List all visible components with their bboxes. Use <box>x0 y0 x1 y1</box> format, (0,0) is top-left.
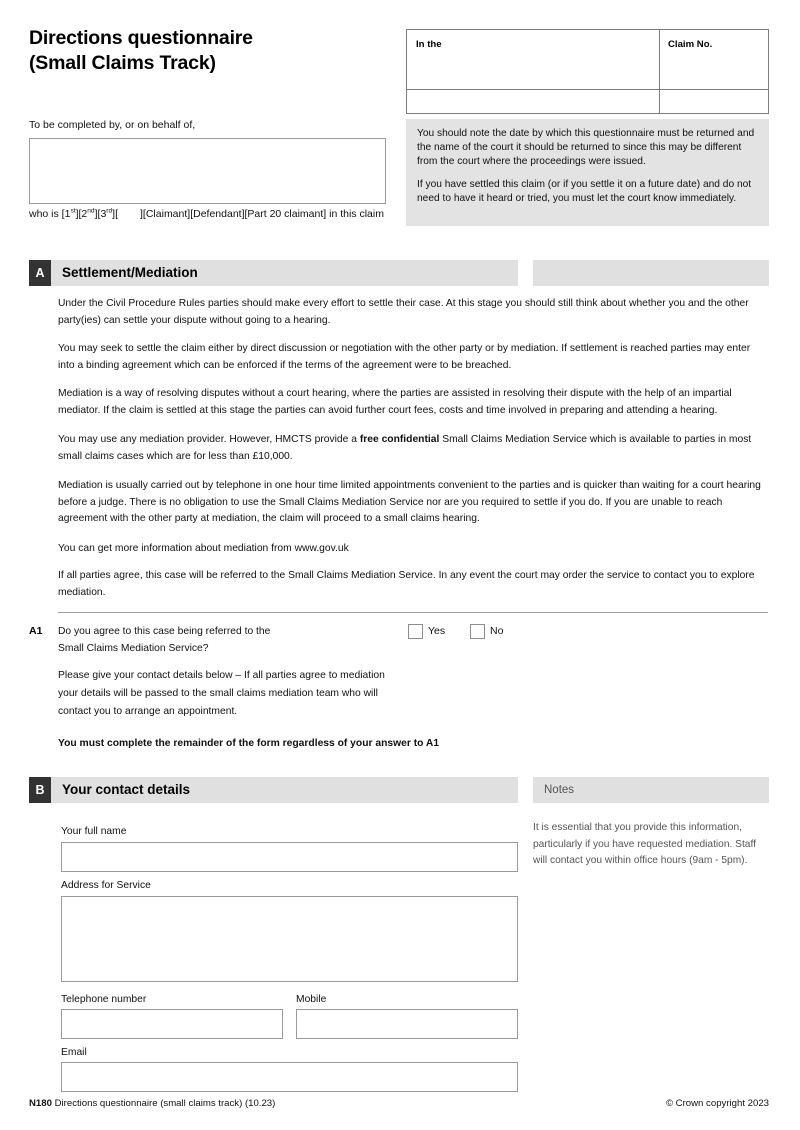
in-the-label: In the <box>416 39 442 50</box>
section-a-header <box>29 260 518 286</box>
who-is-mid1: ][2 <box>75 208 88 220</box>
a1-yes-checkbox[interactable] <box>408 624 423 639</box>
mobile-input[interactable] <box>296 1009 518 1039</box>
ordinal-2nd: nd <box>87 207 95 215</box>
section-a-paragraph-3: Mediation is a way of resolving disputes without a court hearing, where the parties are assisted in resolving their dispute with the help of an impartial mediator. If the claim is settled at this stage the parties can avoid further court fees, costs and time involved in preparing and attending a hearing. <box>58 388 732 416</box>
section-a-paragraph-1: Under the Civil Procedure Rules parties should make every effort to settle their case. At this stage you should still think about whether you and the other party(ies) can settle your dispute without going to a hearing. <box>58 298 749 326</box>
free-confidential-emphasis: free confidential <box>359 434 440 445</box>
section-a-notes-bar <box>533 260 769 286</box>
notice-paragraph-1: You should note the date by which this questionnaire must be returned and the name of the court it should be returned to since this may be different from the court where the proceedings were issued. <box>417 128 755 168</box>
question-a1-text-line2: Small Claims Mediation Service? <box>58 643 209 654</box>
ordinal-3rd: rd <box>106 207 113 215</box>
notice-paragraph-2: If you have settled this claim (or if you settle it on a future date) and do not need to have it heard or tried, you must let the court know immediately. <box>417 179 752 205</box>
section-a-paragraph-6: If all parties agree, this case will be referred to the Small Claims Mediation Service. In any event the court may order the service to contact you to explore mediation. <box>58 570 755 598</box>
full-name-input[interactable] <box>61 842 518 872</box>
court-table-divider <box>659 30 660 89</box>
a1-no-checkbox[interactable] <box>470 624 485 639</box>
address-input[interactable] <box>61 896 518 982</box>
address-label: Address for Service <box>61 880 151 891</box>
court-table-row-1 <box>407 30 768 90</box>
a1-note-line1: Please give your contact details below – If all parties agree to mediation <box>58 670 385 681</box>
notes-header-label: Notes <box>544 784 575 796</box>
section-b-header <box>29 777 518 803</box>
section-a-paragraph-hmcts <box>58 432 768 465</box>
section-a-paragraph-4: Mediation is usually carried out by telephone in one hour time limited appointments convenient to the parties and is quicker than waiting for a court hearing before a judge. There is no obligation to use the Small Claims Mediation Service nor are you required to settle if you do. If you are unable to reach agreement with the other party at mediation, the claim will proceed to a small claims hearing. <box>58 480 761 525</box>
footer-form-code: N180 <box>29 1098 52 1109</box>
section-a-divider <box>58 612 768 613</box>
section-a-letter: A <box>29 260 51 286</box>
who-is-mid2: ][3 <box>94 208 107 220</box>
who-is-line <box>29 208 384 221</box>
section-b-letter: B <box>29 777 51 803</box>
question-a1-number: A1 <box>29 625 43 637</box>
email-input[interactable] <box>61 1062 518 1092</box>
page-title-line1: Directions questionnaire <box>29 27 253 49</box>
claim-no-label: Claim No. <box>668 39 713 50</box>
a1-no-label: No <box>490 625 504 637</box>
telephone-label: Telephone number <box>61 994 147 1005</box>
section-b-title: Your contact details <box>62 782 191 797</box>
full-name-label: Your full name <box>61 826 127 837</box>
a1-note-line3: contact you to arrange an appointment. <box>58 706 238 717</box>
return-notice-box <box>406 119 769 226</box>
question-a1-text-line1: Do you agree to this case being referred to the <box>58 626 271 637</box>
section-a-paragraph-2: You may seek to settle the claim either by direct discussion or negotiation with the other party or by mediation. If settlement is reached parties may enter into a binding agreement which can be enforced if the terms of the agreement were to be breached. <box>58 343 751 371</box>
mobile-label: Mobile <box>296 994 327 1005</box>
section-a-title: Settlement/Mediation <box>62 265 198 280</box>
who-is-prefix: who is [1 <box>29 208 71 220</box>
to-be-completed-label: To be completed by, or on behalf of, <box>29 119 196 131</box>
section-a-paragraph-5: You can get more information about mediation from www.gov.uk <box>58 543 349 554</box>
a1-yes-label: Yes <box>428 625 446 637</box>
hmcts-text-part2: Small Claims Mediation Service which is available to parties in most small claims cases which are for less than £10,000. <box>58 434 752 462</box>
ordinal-1st: st <box>70 207 76 215</box>
a1-warning-text: You must complete the remainder of the form regardless of your answer to A1 <box>58 738 440 749</box>
hmcts-text-part1: You may use any mediation provider. However, HMCTS provide a <box>58 434 360 445</box>
footer-copyright: © Crown copyright 2023 <box>665 1098 769 1109</box>
section-b-notes-bar <box>533 777 769 803</box>
footer-form-description: Directions questionnaire (small claims track) (10.23) <box>54 1098 276 1109</box>
telephone-input[interactable] <box>61 1009 283 1039</box>
footer-form-reference <box>29 1098 275 1109</box>
court-details-table <box>406 29 769 114</box>
who-is-suffix: ][Claimant][Defendant][Part 20 claimant] in this claim <box>140 208 384 220</box>
page-title <box>29 26 389 75</box>
party-name-field[interactable] <box>29 138 386 204</box>
email-label: Email <box>61 1047 87 1058</box>
who-is-mid3: ][ <box>112 208 119 220</box>
court-table-row-2 <box>407 90 768 113</box>
court-table-divider-2 <box>659 90 660 113</box>
section-b-notes-text: It is essential that you provide this information, particularly if you have requested mediation. Staff will contact you within office hours (9am - 5pm). <box>533 822 756 867</box>
a1-note-line2: your details will be passed to the small claims mediation team who will <box>58 688 378 699</box>
page-title-line2: (Small Claims Track) <box>29 51 216 74</box>
